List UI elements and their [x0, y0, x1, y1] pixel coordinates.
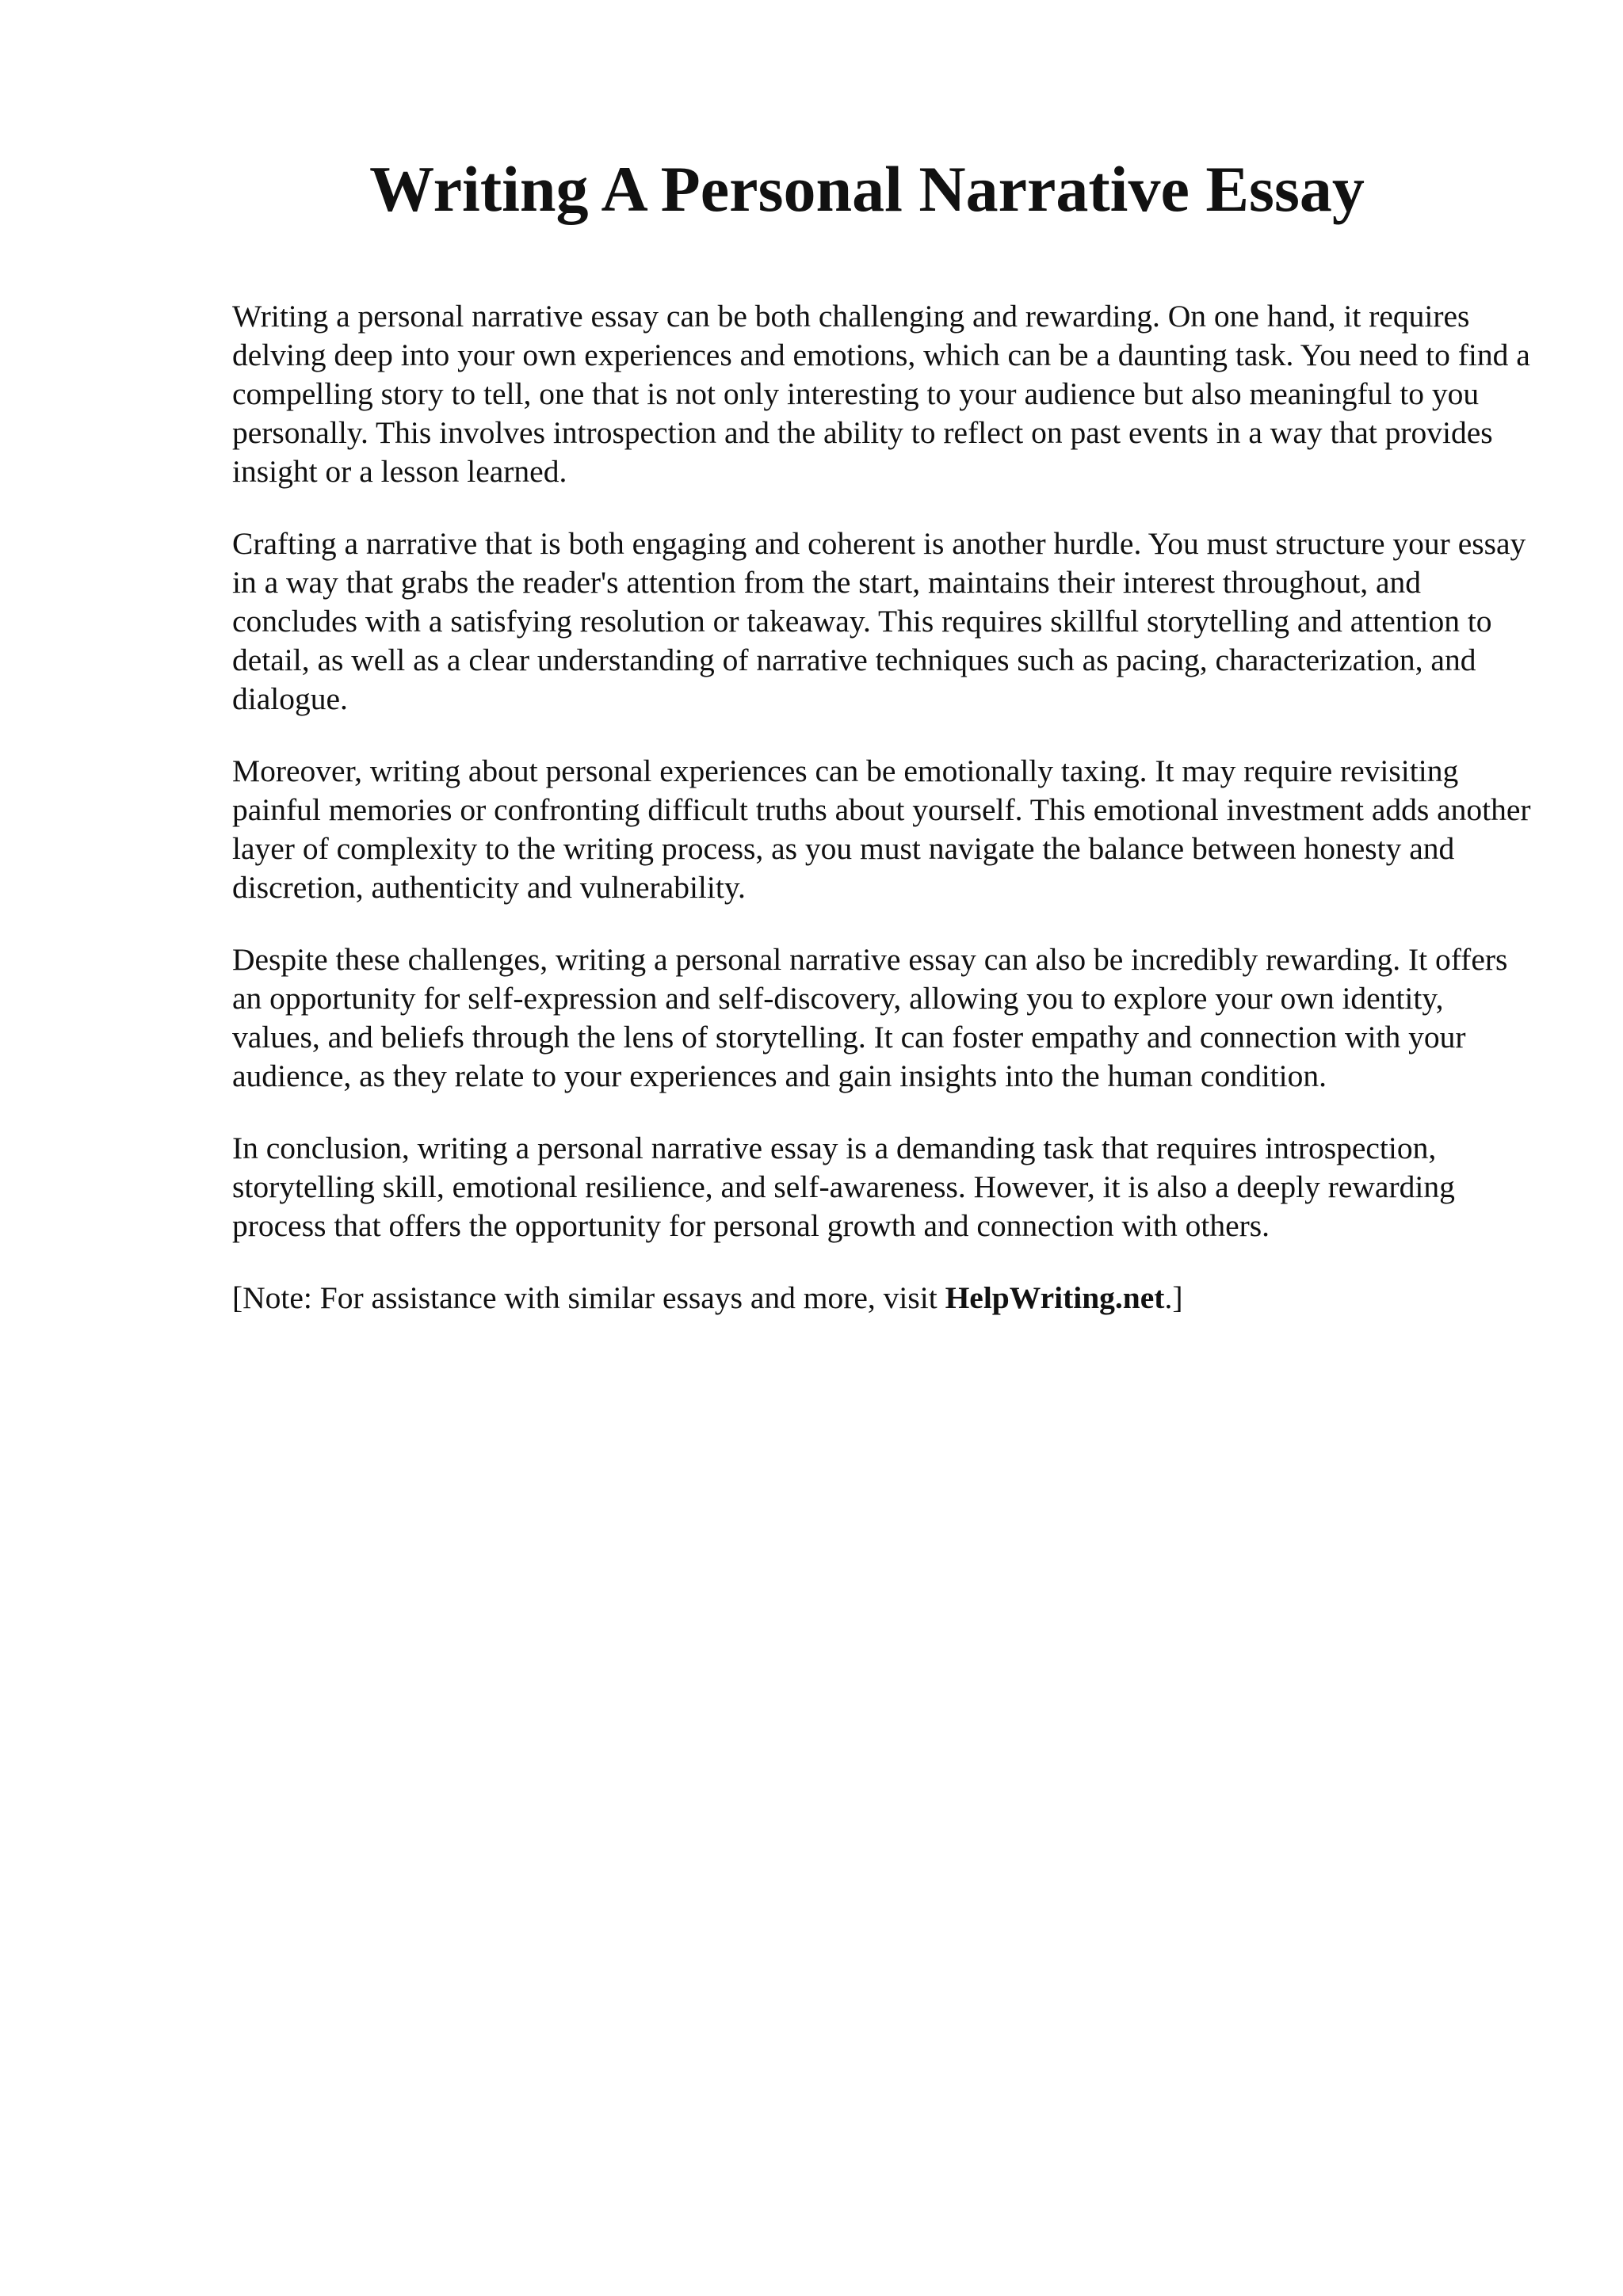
paragraph-4: Despite these challenges, writing a personal narrative essay can also be incredibly rewarding. It offers an opportunity for self-expression and self-discovery, allowing you to explore your own identity, values, and beliefs through the lens of storytelling. It can foster empathy and connection with your audience, as they relate to your experiences and gain insights into the human condition.: [232, 942, 1508, 1093]
note-prefix: [Note: For assistance with similar essays and more, visit: [232, 1280, 945, 1315]
paragraph-2: Crafting a narrative that is both engaging and coherent is another hurdle. You must structure your essay in a way that grabs the reader's attention from the start, maintains their interest throughout, and concludes with a satisfying resolution or takeaway. This requires skillful storytelling and attention to detail, as well as a clear understanding of narrative techniques such as pacing, characterization, and dialogue.: [232, 526, 1526, 716]
note-link[interactable]: HelpWriting.net: [945, 1280, 1165, 1315]
note-paragraph: [232, 1279, 1532, 1318]
document-title: Writing A Personal Narrative Essay: [369, 153, 1365, 225]
paragraph-5: In conclusion, writing a personal narrative essay is a demanding task that requires introspection, storytelling skill, emotional resilience, and self-awareness. However, it is also a deeply rewarding process that offers the opportunity for personal growth and connection with others.: [232, 1131, 1455, 1243]
document-body: [232, 297, 1532, 1351]
paragraph-1: Writing a personal narrative essay can be both challenging and rewarding. On one hand, it requires delving deep into your own experiences and emotions, which can be a daunting task. You need to find a compelling story to tell, one that is not only interesting to your audience but also meaningful to you personally. This involves introspection and the ability to reflect on past events in a way that provides insight or a lesson learned.: [232, 299, 1530, 489]
paragraph-3: Moreover, writing about personal experiences can be emotionally taxing. It may require revisiting painful memories or confronting difficult truths about yourself. This emotional investment adds another layer of complexity to the writing process, as you must navigate the balance between honesty and discretion, authenticity and vulnerability.: [232, 753, 1531, 905]
note-suffix: .]: [1164, 1280, 1183, 1315]
